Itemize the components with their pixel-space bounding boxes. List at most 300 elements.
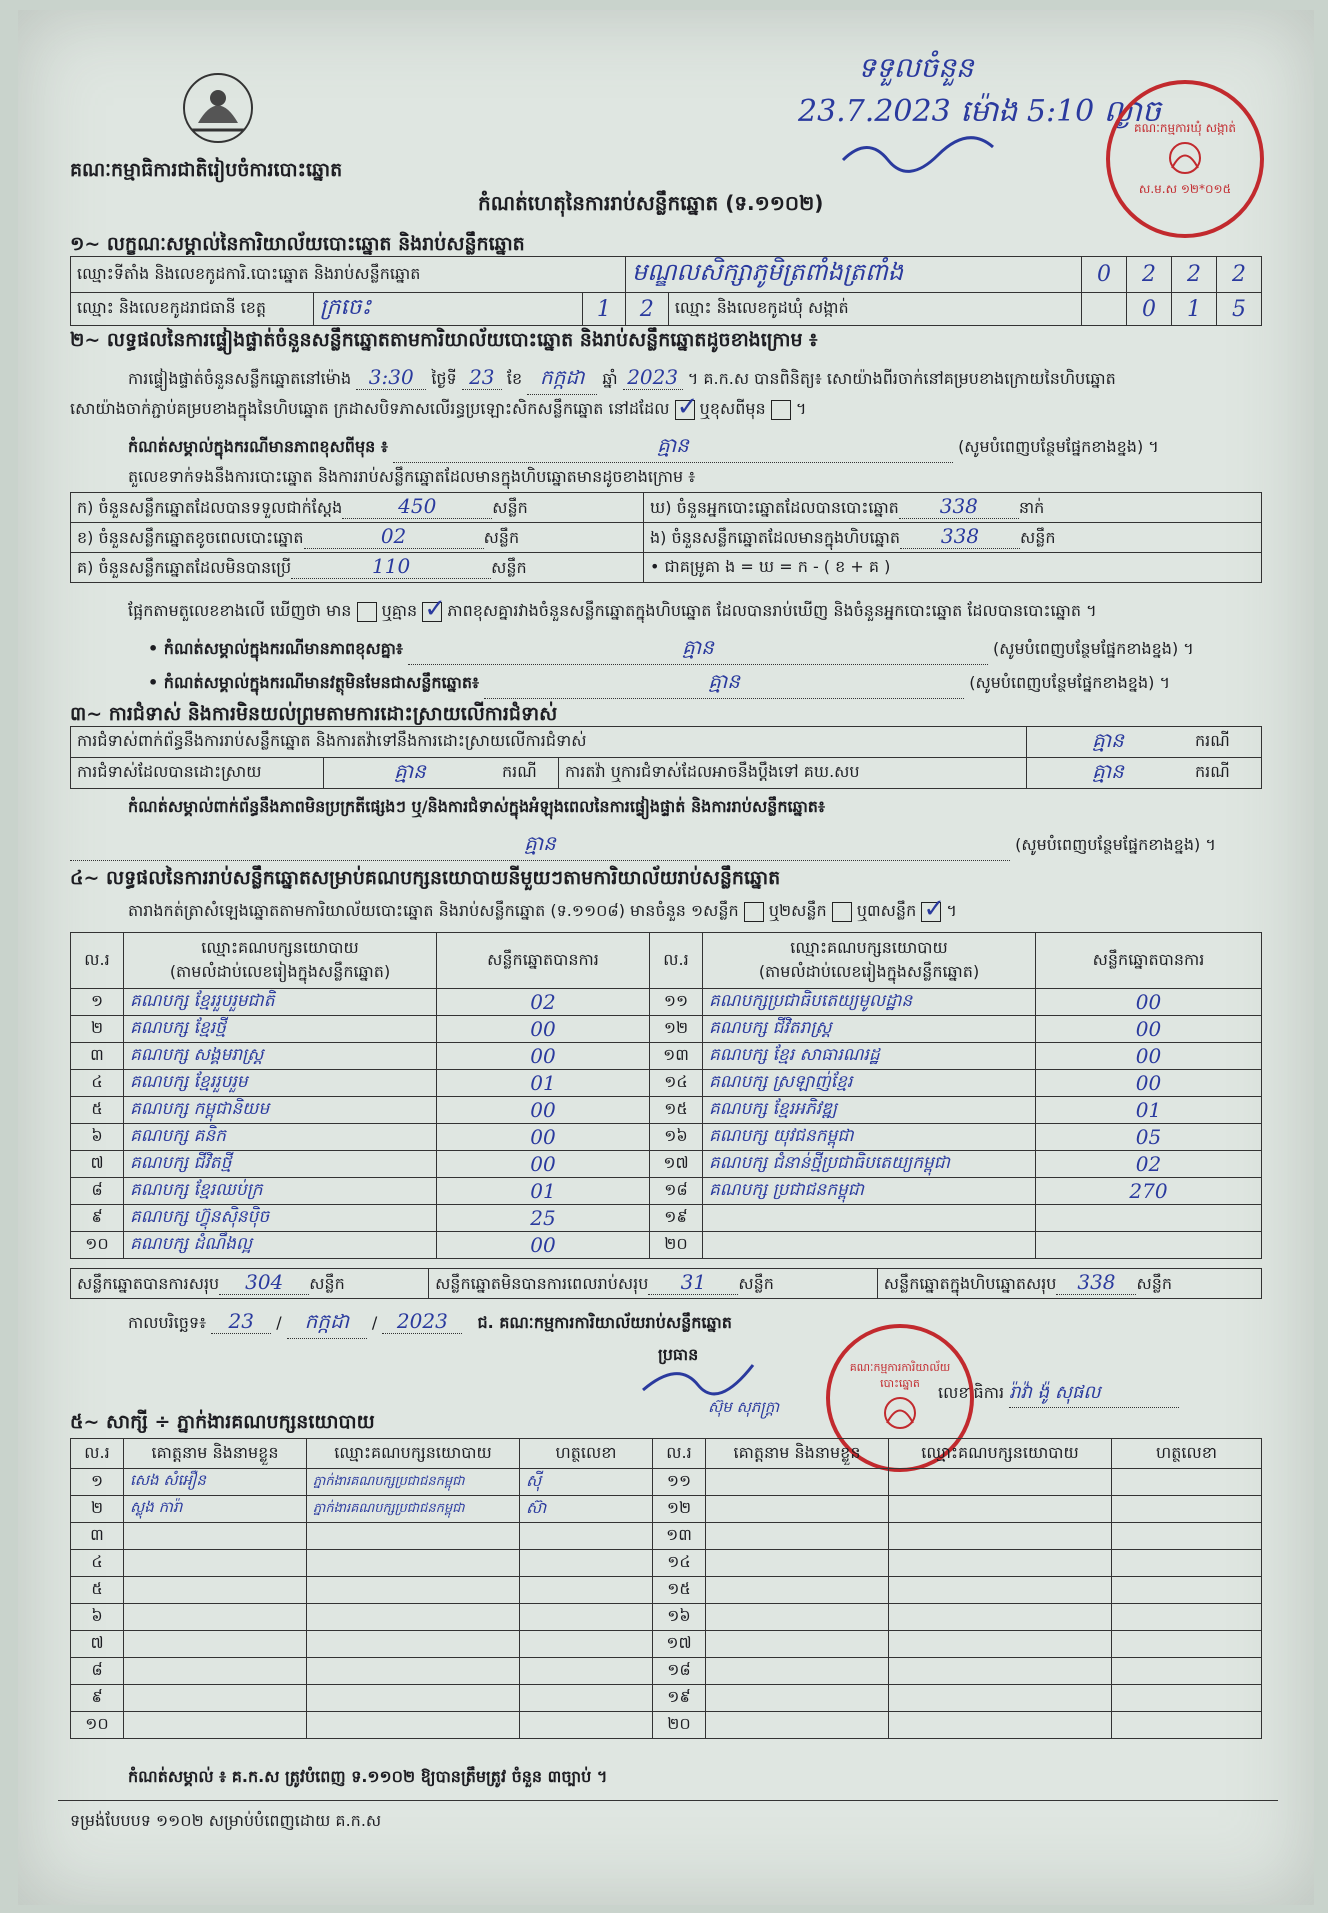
witness-no: ៣ <box>71 1523 124 1550</box>
witness-no: ១៦ <box>653 1604 706 1631</box>
witness-row <box>71 1523 1262 1550</box>
witness-no: ១៧ <box>653 1631 706 1658</box>
witness-name: ស្លុង ការ៉ា <box>124 1496 307 1523</box>
complaints-table <box>70 726 1262 789</box>
spoiled-ballots-label: ខ) ចំនួនសន្លឹកឆ្នោតខូចពេលបោះឆ្នោត <box>77 528 304 547</box>
fill-hint: (សូមបំពេញបន្ថែមផ្នែកខាងខ្នង) ។ <box>993 639 1194 658</box>
results-row <box>71 1178 1262 1205</box>
party-name: គណបក្ស កម្ពុជានិយម <box>124 1097 437 1124</box>
irregularity-note-label: កំណត់សម្គាល់ពាក់ព័ន្ធនឹងភាពមិនប្រក្រតីផ្សេងៗ ឬ/និងការជំទាស់ក្នុងអំឡុងពេលនៃការផ្ទៀងផ្ទាត់ និងការរាប់សន្លឹកឆ្នោត៖ <box>128 797 825 816</box>
secretary-name: រ៉ាវ៉ា ង៉ូ សុផល <box>1009 1380 1179 1408</box>
witness-table <box>70 1438 1262 1739</box>
witness-name <box>124 1550 307 1577</box>
results-table <box>70 932 1262 1259</box>
col-no: ល.រ <box>653 1439 706 1469</box>
witness-row <box>71 1658 1262 1685</box>
col-party-title: ឈ្មោះគណបក្សនយោបាយ <box>201 937 359 957</box>
witness-signature <box>1112 1685 1262 1712</box>
witness-name <box>124 1631 307 1658</box>
party-votes: 01 <box>1036 1097 1262 1124</box>
witness-name <box>124 1658 307 1685</box>
section3-title: ៣~ ការជំទាស់ និងការមិនយល់ព្រមតាមការដោះស្រាយលើការជំទាស់ <box>70 703 558 725</box>
sheet-2-checkbox[interactable] <box>832 902 852 922</box>
witness-signature <box>520 1658 653 1685</box>
witness-no: ១០ <box>71 1712 124 1739</box>
nec-logo-icon <box>178 68 258 148</box>
witness-party <box>889 1604 1112 1631</box>
witness-signature <box>1112 1550 1262 1577</box>
party-no: ១៨ <box>650 1178 703 1205</box>
total-valid-value: 304 <box>219 1270 309 1295</box>
witness-party <box>889 1550 1112 1577</box>
witness-party <box>307 1685 520 1712</box>
witness-row <box>71 1577 1262 1604</box>
place-code-4: 2 <box>1217 257 1262 293</box>
party-no: ១០ <box>71 1232 124 1259</box>
col-party-sub: (តាមលំដាប់លេខរៀងក្នុងសន្លឹកឆ្នោត) <box>758 961 980 981</box>
form-title: កំណត់ហេតុនៃការរាប់សន្លឹកឆ្នោត (ទ.១១០២) <box>478 191 824 215</box>
col-party <box>124 933 437 989</box>
section2-title: ២~ លទ្ធផលនៃការផ្ទៀងផ្ទាត់ចំនួនសន្លឹកឆ្នោតតាមការិយាល័យបោះឆ្នោត និងរាប់សន្លឹកឆ្នោតដូចខាងក្រោម ៖ <box>70 329 818 351</box>
witness-no: ៤ <box>71 1550 124 1577</box>
witness-signature: ស៊ា <box>520 1496 653 1523</box>
signature-icon <box>838 135 998 175</box>
witness-name <box>124 1577 307 1604</box>
witness-name <box>706 1523 889 1550</box>
party-votes: 02 <box>1036 1151 1262 1178</box>
fill-hint: (សូមបំពេញបន្ថែមផ្នែកខាងខ្នង) ។ <box>958 437 1159 456</box>
witness-party <box>889 1685 1112 1712</box>
form-paper <box>18 10 1314 1905</box>
section1-table <box>70 256 1262 326</box>
col-party: ឈ្មោះគណបក្សនយោបាយ <box>307 1439 520 1469</box>
unit: សន្លឹក <box>491 558 527 577</box>
party-no: ៨ <box>71 1178 124 1205</box>
party-votes <box>1036 1205 1262 1232</box>
results-row <box>71 1205 1262 1232</box>
witness-name <box>706 1577 889 1604</box>
witness-party: ភ្នាក់ងារគណបក្សប្រជាជនកម្ពុជា <box>307 1496 520 1523</box>
date-month: កក្កដា <box>287 1308 367 1339</box>
witness-no: ១៨ <box>653 1658 706 1685</box>
party-votes: 00 <box>1036 989 1262 1016</box>
party-no: ៩ <box>71 1205 124 1232</box>
witness-no: ១១ <box>653 1469 706 1496</box>
section2-line2: សោយ៉ាងចាក់ភ្ជាប់គម្របខាងក្នុងនៃហិបឆ្នោត ក្រដាសបិទភាសលើរន្ធប្រឡោះសិកសន្លឹកឆ្នោត នៅដដែល ✓ ឬខុសពីមុន ។ <box>70 398 806 422</box>
party-name <box>703 1232 1036 1259</box>
witness-name <box>706 1685 889 1712</box>
difference-note2-label: • កំណត់សម្គាល់ក្នុងករណីមានភាពខុសគ្នា៖ <box>148 639 403 658</box>
chair-label: ប្រធាន <box>658 1345 699 1364</box>
witness-party <box>307 1604 520 1631</box>
province-code-2: 2 <box>625 293 668 326</box>
tally-sheet-count: តារាងកត់ត្រាសំឡេងឆ្នោតតាមការិយាល័យបោះឆ្នោត និងរាប់សន្លឹកឆ្នោត (ទ.១១០៨) មានចំនួន ១សន្លឹក ឬ២សន្លឹក ឬ៣សន្លឹក ✓ ។ <box>128 900 957 924</box>
difference-note-label: កំណត់សម្គាល់ក្នុងករណីមានភាពខុសពីមុន ៖ <box>128 437 388 456</box>
witness-party <box>307 1631 520 1658</box>
day-label: ថ្ងៃទី <box>431 369 457 388</box>
party-votes: 00 <box>1036 1070 1262 1097</box>
stamp-top-code: ស.ម.ស ១២*០១៥ <box>1138 181 1232 196</box>
section4-title: ៤~ លទ្ធផលនៃការរាប់សន្លឹកឆ្នោតសម្រាប់គណបក្សនយោបាយនីមួយៗតាមការិយាល័យរាប់សន្លឹកឆ្នោត <box>70 867 781 889</box>
unit: នាក់ <box>1018 498 1045 517</box>
unit: ករណី <box>1189 758 1262 789</box>
witness-no: ១៣ <box>653 1523 706 1550</box>
party-name: គណបក្ស ខ្មែរថ្មី <box>124 1016 437 1043</box>
discrepancy-text-a: ផ្អែកតាមតួលេខខាងលើ ឃើញថា មាន <box>128 601 352 620</box>
total-valid-label: សន្លឹកឆ្នោតបានការសរុប <box>77 1274 220 1293</box>
col-no: ល.រ <box>71 933 124 989</box>
party-name: គណបក្ស ស្រឡាញ់ខ្មែរ <box>703 1070 1036 1097</box>
section5-title: ៥~ សាក្សី ÷ ភ្នាក់ងារគណបក្សនយោបាយ <box>70 1411 375 1433</box>
witness-name <box>706 1712 889 1739</box>
seal-damaged-label: ឬខុសពីមុន <box>699 399 766 418</box>
seal-damaged-checkbox[interactable] <box>771 400 791 420</box>
witness-no: ១៩ <box>653 1685 706 1712</box>
witness-signature <box>1112 1604 1262 1631</box>
voters-value: 338 <box>899 494 1019 519</box>
chair-name: ស៊ុម សុភក្ត្រា <box>708 1398 780 1416</box>
witness-party <box>307 1550 520 1577</box>
witness-no: ១៤ <box>653 1550 706 1577</box>
witness-party <box>889 1496 1112 1523</box>
col-party <box>703 933 1036 989</box>
place-value: មណ្ឌលសិក្សាភូមិត្រពាំងត្រពាំង <box>625 257 1081 293</box>
witness-signature <box>520 1685 653 1712</box>
foreign-object-label: • កំណត់សម្គាល់ក្នុងករណីមានវត្ថុមិនមែនជាសន្លឹកឆ្នោត៖ <box>148 673 480 692</box>
col-party-sub: (តាមលំដាប់លេខរៀងក្នុងសន្លឹកឆ្នោត) <box>169 961 391 981</box>
unused-ballots-value: 110 <box>291 554 491 579</box>
witness-name <box>706 1469 889 1496</box>
place-code-1: 0 <box>1082 257 1127 293</box>
party-name: គណបក្ស ដំណឹងល្អ <box>124 1232 437 1259</box>
witness-row <box>71 1469 1262 1496</box>
line1-end: ។ គ.ក.ស បានពិនិត្យ៖ សោយ៉ាងពីរចាក់នៅគម្របខាងក្រោយនៃហិបឆ្នោត <box>687 369 1116 388</box>
results-row <box>71 1070 1262 1097</box>
results-row <box>71 989 1262 1016</box>
commission-name: គណៈកម្មាធិការជាតិរៀបចំការបោះឆ្នោត <box>70 159 343 181</box>
witness-party <box>307 1577 520 1604</box>
witness-signature <box>1112 1523 1262 1550</box>
party-no: ៧ <box>71 1151 124 1178</box>
complaints-label: ការជំទាស់ពាក់ព័ន្ធនឹងការរាប់សន្លឹកឆ្នោត និងការតវ៉ាទៅនឹងការដោះស្រាយលើការជំទាស់ <box>71 727 1027 758</box>
secretary-row <box>938 1380 1179 1408</box>
party-votes: 00 <box>437 1232 650 1259</box>
official-stamp-top <box>1106 80 1264 238</box>
difference-note2-value: គ្មាន <box>408 634 988 665</box>
party-name: គណបក្ស ខ្មែរអភិវឌ្ឍ <box>703 1097 1036 1124</box>
witness-row <box>71 1604 1262 1631</box>
stamp-top-text: គណៈកម្មការឃុំ សង្កាត់ <box>1133 120 1237 135</box>
witness-party <box>889 1469 1112 1496</box>
month-value: កក្កដា <box>527 364 597 395</box>
section2-line1 <box>128 364 1278 395</box>
party-name <box>703 1205 1036 1232</box>
discrepancy-no-checkbox[interactable] <box>422 602 442 622</box>
total-invalid-value: 31 <box>648 1270 738 1295</box>
commune-code-1: 0 <box>1127 293 1172 326</box>
witness-party <box>889 1712 1112 1739</box>
witness-signature <box>520 1550 653 1577</box>
results-row <box>71 1016 1262 1043</box>
col-sign: ហត្ថលេខា <box>1112 1439 1262 1469</box>
fill-hint: (សូមបំពេញបន្ថែមផ្នែកខាងខ្នង) ។ <box>969 673 1170 692</box>
witness-name <box>124 1712 307 1739</box>
witness-signature <box>520 1604 653 1631</box>
party-votes: 25 <box>437 1205 650 1232</box>
witness-name <box>706 1604 889 1631</box>
col-name: គោត្តនាម និងនាមខ្លួន <box>706 1439 889 1469</box>
unit: ករណី <box>496 758 559 789</box>
irregularity-note-value: គ្មាន <box>70 830 1010 861</box>
col-no: ល.រ <box>650 933 703 989</box>
verify-time-label: ការផ្ទៀងផ្ទាត់ចំនួនសន្លឹកឆ្នោតនៅម៉ោង <box>128 369 352 388</box>
difference-note-value: គ្មាន <box>393 432 953 463</box>
col-sign: ហត្ថលេខា <box>520 1439 653 1469</box>
party-name: គណបក្សប្រជាធិបតេយ្យមូលដ្ឋាន <box>703 989 1036 1016</box>
sheet-3-label: ឬ៣សន្លឹក <box>856 901 917 920</box>
party-votes: 00 <box>1036 1043 1262 1070</box>
results-row <box>71 1232 1262 1259</box>
appeal-label: ការតវ៉ា ឬការជំទាស់ដែលអាចនឹងប្តឹងទៅ គឃ.សប <box>559 758 1027 789</box>
seal-intact-text: សោយ៉ាងចាក់ភ្ជាប់គម្របខាងក្នុងនៃហិបឆ្នោត ក្រដាសបិទភាសលើរន្ធប្រឡោះសិកសន្លឹកឆ្នោត នៅដដែល <box>70 399 670 418</box>
party-name: គណបក្ស ជីវិតរាស្ត្រ <box>703 1016 1036 1043</box>
party-votes: 05 <box>1036 1124 1262 1151</box>
witness-party <box>889 1658 1112 1685</box>
witness-no: ១៥ <box>653 1577 706 1604</box>
col-name: គោត្តនាម និងនាមខ្លួន <box>124 1439 307 1469</box>
total-invalid-label: សន្លឹកឆ្នោតមិនបានការពេលរាប់សរុប <box>435 1274 649 1293</box>
witness-no: ៥ <box>71 1577 124 1604</box>
results-row <box>71 1124 1262 1151</box>
witness-row <box>71 1631 1262 1658</box>
form-reference: ទម្រង់បែបបទ ១១០២ សម្រាប់បំពេញដោយ គ.ក.ស <box>70 1811 382 1830</box>
party-votes: 270 <box>1036 1178 1262 1205</box>
figures-intro: តួលេខទាក់ទងនឹងការបោះឆ្នោត និងការរាប់សន្លឹកឆ្នោតដែលមានក្នុងហិបឆ្នោតមានដូចខាងក្រោម ៖ <box>128 467 696 486</box>
party-no: ៣ <box>71 1043 124 1070</box>
resolved-value: គ្មាន <box>324 758 497 789</box>
witness-name: សេង សំអឿន <box>124 1469 307 1496</box>
stamp-emblem-icon <box>875 1393 925 1433</box>
party-name: គណបក្ស យុវជនកម្ពុជា <box>703 1124 1036 1151</box>
year-label: ឆ្នាំ <box>602 369 618 388</box>
party-name: គណបក្ស ប្រជាជនកម្ពុជា <box>703 1178 1036 1205</box>
seal-intact-checkbox[interactable] <box>675 400 695 420</box>
receipt-note-line2: 23.7.2023 ម៉ោង 5:10 ល្ងាច <box>798 94 1161 129</box>
party-no: ១៣ <box>650 1043 703 1070</box>
date-label: កាលបរិច្ឆេទ៖ <box>128 1313 207 1332</box>
party-votes: 00 <box>437 1016 650 1043</box>
party-votes: 00 <box>437 1043 650 1070</box>
party-no: ១៤ <box>650 1070 703 1097</box>
complaints-value: គ្មាន <box>1027 727 1190 758</box>
party-no: ៥ <box>71 1097 124 1124</box>
witness-signature <box>1112 1631 1262 1658</box>
party-name: គណបក្ស ជីវិតថ្មី <box>124 1151 437 1178</box>
witness-signature <box>520 1577 653 1604</box>
province-code-1: 1 <box>582 293 625 326</box>
place-code-2: 2 <box>1127 257 1172 293</box>
party-votes: 01 <box>437 1178 650 1205</box>
unused-ballots-label: គ) ចំនួនសន្លឹកឆ្នោតដែលមិនបានប្រើ <box>77 558 292 577</box>
witness-name <box>706 1631 889 1658</box>
col-votes: សន្លឹកឆ្នោតបានការ <box>1036 933 1262 989</box>
witness-no: ៧ <box>71 1631 124 1658</box>
ballots-in-box-value: 338 <box>900 524 1020 549</box>
witness-no: ៨ <box>71 1658 124 1685</box>
date-row: កាលបរិច្ឆេទ៖ 23 / កក្កដា / 2023 ជ. គណៈកម្មការការិយាល័យរាប់សន្លឹកឆ្នោត <box>128 1308 732 1339</box>
party-votes: 01 <box>437 1070 650 1097</box>
party-no: ១៦ <box>650 1124 703 1151</box>
witness-party: ភ្នាក់ងារគណបក្សប្រជាជនកម្ពុជា <box>307 1469 520 1496</box>
footer-note: កំណត់សម្គាល់ ៖ គ.ក.ស ត្រូវបំពេញ ទ.១១០២ ឱ្យបានត្រឹមត្រូវ ចំនួន ៣ច្បាប់ ។ <box>128 1767 608 1786</box>
witness-name <box>124 1604 307 1631</box>
commune-label: ឈ្មោះ និងលេខកូដឃុំ សង្កាត់ <box>668 293 1081 326</box>
witness-name <box>124 1523 307 1550</box>
witness-party <box>889 1523 1112 1550</box>
col-votes: សន្លឹកឆ្នោតបានការ <box>437 933 650 989</box>
section2-note <box>128 432 1278 463</box>
party-no: ១២ <box>650 1016 703 1043</box>
party-no: ៤ <box>71 1070 124 1097</box>
witness-signature <box>1112 1496 1262 1523</box>
formula: • ជាគម្រូគា ង = ឃ = ក - ( ខ + គ ) <box>644 553 1262 583</box>
party-no: ១៧ <box>650 1151 703 1178</box>
chair-signature-icon <box>638 1350 758 1400</box>
party-no: ២ <box>71 1016 124 1043</box>
col-party-title: ឈ្មោះគណបក្សនយោបាយ <box>790 937 948 957</box>
witness-name <box>706 1658 889 1685</box>
difference-note-row <box>148 634 1194 665</box>
witness-signature <box>1112 1712 1262 1739</box>
tally-intro: តារាងកត់ត្រាសំឡេងឆ្នោតតាមការិយាល័យបោះឆ្នោត និងរាប់សន្លឹកឆ្នោត (ទ.១១០៨) មានចំនួន ១សន្លឹក <box>128 901 739 920</box>
fill-hint: (សូមបំពេញបន្ថែមផ្នែកខាងខ្នង) ។ <box>1015 835 1216 854</box>
witness-party <box>307 1658 520 1685</box>
unit: សន្លឹក <box>492 498 528 517</box>
party-no: ១ <box>71 989 124 1016</box>
party-name: គណបក្ស សង្គមរាស្ត្រ <box>124 1043 437 1070</box>
party-name: គណបក្ស ខ្មែរ សាធារណរដ្ឋ <box>703 1043 1036 1070</box>
unit: សន្លឹក <box>1020 528 1056 547</box>
appeal-value: គ្មាន <box>1027 758 1190 789</box>
results-row <box>71 1043 1262 1070</box>
month-label: ខែ <box>506 369 523 388</box>
unit: សន្លឹក <box>1136 1274 1172 1293</box>
section1-title: ១~ លក្ខណៈសម្គាល់នៃការិយាល័យបោះឆ្នោត និងរាប់សន្លឹកឆ្នោត <box>70 233 525 255</box>
committee-label: ជ. គណៈកម្មការការិយាល័យរាប់សន្លឹកឆ្នោត <box>477 1313 732 1332</box>
stamp-bottom-text: គណៈកម្មការការិយាល័យបោះឆ្នោត <box>849 1360 951 1390</box>
party-votes <box>1036 1232 1262 1259</box>
spoiled-ballots-value: 02 <box>304 524 484 549</box>
witness-no: ១២ <box>653 1496 706 1523</box>
total-box-label: សន្លឹកឆ្នោតក្នុងហិបឆ្នោតសរុប <box>883 1274 1057 1293</box>
witness-signature <box>520 1712 653 1739</box>
received-ballots-label: ក) ចំនួនសន្លឹកឆ្នោតដែលបានទទួលជាក់ស្តែង <box>77 498 343 517</box>
year-value: 2023 <box>623 365 683 390</box>
witness-signature <box>1112 1469 1262 1496</box>
witness-row <box>71 1685 1262 1712</box>
party-no: ១៩ <box>650 1205 703 1232</box>
place-label: ឈ្មោះទីតាំង និងលេខកូដការិ.បោះឆ្នោត និងរាប់សន្លឹកឆ្នោត <box>71 257 626 293</box>
unit: សន្លឹក <box>738 1274 774 1293</box>
secretary-label: លេខាធិការ <box>938 1383 1005 1402</box>
party-name: គណបក្ស ខ្មែររួបរួម <box>124 1070 437 1097</box>
party-votes: 00 <box>437 1097 650 1124</box>
party-votes: 02 <box>437 989 650 1016</box>
unit: សន្លឹក <box>309 1274 345 1293</box>
party-no: ១១ <box>650 989 703 1016</box>
party-name: គណបក្ស ខ្មែររួបរួមជាតិ <box>124 989 437 1016</box>
voters-label: ឃ) ចំនួនអ្នកបោះឆ្នោតដែលបានបោះឆ្នោត <box>650 498 899 517</box>
witness-no: ២ <box>71 1496 124 1523</box>
figures-table <box>70 492 1262 583</box>
party-name: គណបក្ស ខ្មែរឈប់ក្រ <box>124 1178 437 1205</box>
witness-party <box>889 1577 1112 1604</box>
discrepancy-text-b: ឬគ្មាន <box>381 601 418 620</box>
witness-no: ៦ <box>71 1604 124 1631</box>
witness-signature <box>1112 1658 1262 1685</box>
witness-name <box>124 1685 307 1712</box>
party-name: គណបក្ស គនិក <box>124 1124 437 1151</box>
witness-name <box>706 1550 889 1577</box>
unit: សន្លឹក <box>483 528 520 547</box>
witness-row <box>71 1550 1262 1577</box>
witness-signature <box>520 1631 653 1658</box>
witness-party <box>307 1523 520 1550</box>
date-day: 23 <box>211 1309 271 1334</box>
witness-signature: ស៊ី <box>520 1469 653 1496</box>
party-no: ៦ <box>71 1124 124 1151</box>
witness-party <box>307 1712 520 1739</box>
discrepancy-text-c: ភាពខុសគ្នារវាងចំនួនសន្លឹកឆ្នោតក្នុងហិបឆ្នោត ដែលបានរាប់ឃើញ និងចំនួនអ្នកបោះឆ្នោត ដែលបានបោះឆ្នោត ។ <box>447 601 1097 620</box>
party-votes: 00 <box>437 1151 650 1178</box>
verify-time-value: 3:30 <box>356 365 426 390</box>
witness-row <box>71 1496 1262 1523</box>
resolved-label: ការជំទាស់ដែលបានដោះស្រាយ <box>71 758 324 789</box>
sheet-3-checkbox[interactable] <box>921 902 941 922</box>
unit: ករណី <box>1189 727 1262 758</box>
irregularity-note-row <box>70 830 1216 861</box>
received-ballots-value: 450 <box>342 494 492 519</box>
witness-signature <box>520 1523 653 1550</box>
witness-row <box>71 1712 1262 1739</box>
col-party: ឈ្មោះគណបក្សនយោបាយ <box>889 1439 1112 1469</box>
col-no: ល.រ <box>71 1439 124 1469</box>
day-value: 23 <box>462 365 502 390</box>
place-code-3: 2 <box>1172 257 1217 293</box>
province-label: ឈ្មោះ និងលេខកូដរាជធានី ខេត្ត <box>71 293 314 326</box>
witness-no: ៩ <box>71 1685 124 1712</box>
discrepancy-line <box>128 600 1097 624</box>
results-row <box>71 1151 1262 1178</box>
witness-party <box>889 1631 1112 1658</box>
party-votes: 00 <box>437 1124 650 1151</box>
party-no: ១៥ <box>650 1097 703 1124</box>
total-box-value: 338 <box>1056 1270 1136 1295</box>
party-name: គណបក្ស ជំនាន់ថ្មីប្រជាធិបតេយ្យកម្ពុជា <box>703 1151 1036 1178</box>
party-votes: 00 <box>1036 1016 1262 1043</box>
sheet-1-checkbox[interactable] <box>744 902 764 922</box>
commune-code-2: 1 <box>1172 293 1217 326</box>
province-value: ក្រចេះ <box>314 293 583 326</box>
discrepancy-yes-checkbox[interactable] <box>357 602 377 622</box>
foreign-object-note-row <box>148 668 1170 699</box>
witness-name <box>706 1496 889 1523</box>
party-no: ២០ <box>650 1232 703 1259</box>
date-year: 2023 <box>382 1309 462 1334</box>
sheet-2-label: ឬ២សន្លឹក <box>768 901 827 920</box>
witness-signature <box>1112 1577 1262 1604</box>
party-name: គណបក្ស ហ៊្វុនស៊ិនប៉ិច <box>124 1205 437 1232</box>
